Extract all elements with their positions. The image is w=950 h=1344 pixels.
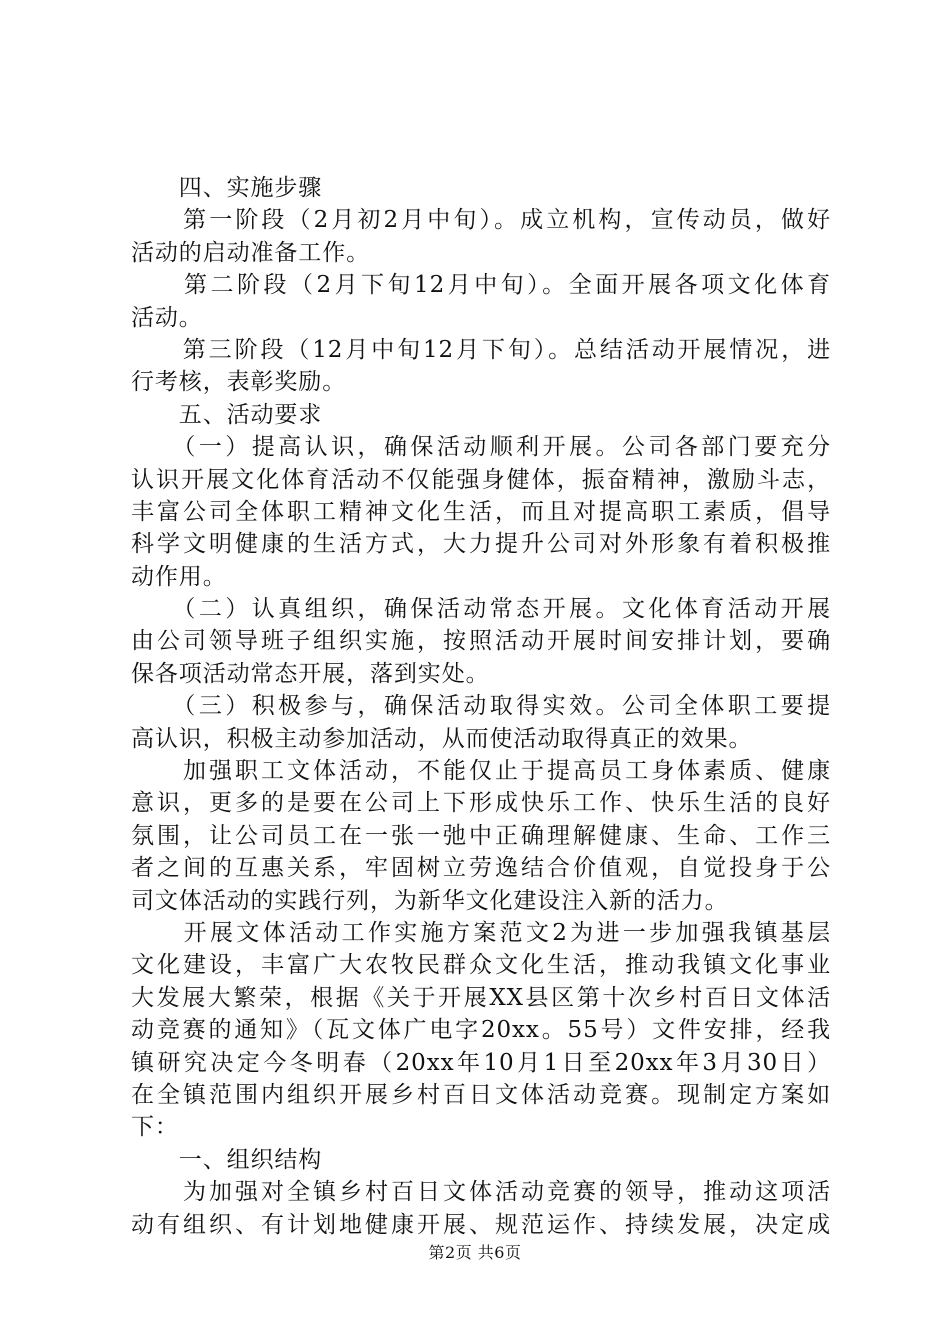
text-line: 第二阶段（2月下旬12月中旬）。全面开展各项文化体育 xyxy=(131,272,831,299)
document-body xyxy=(131,172,831,1241)
text-line: （一）提高认识，确保活动顺利开展。公司各部门要充分 xyxy=(131,434,831,461)
text-line: 活动。 xyxy=(131,304,203,331)
text-line: 由公司领导班子组织实施，按照活动开展时间安排计划，要确 xyxy=(131,628,831,655)
text-line: 第一阶段（2月初2月中旬）。成立机构，宣传动员，做好 xyxy=(131,207,831,234)
text-line: 意识，更多的是要在公司上下形成快乐工作、快乐生活的良好 xyxy=(131,790,831,817)
text-line: 动竞赛的通知》（瓦文体广电字20xx。55号）文件安排，经我 xyxy=(131,1017,831,1044)
text-line: 大发展大繁荣，根据《关于开展XX县区第十次乡村百日文体活 xyxy=(131,984,831,1011)
text-line: 下： xyxy=(131,1114,179,1141)
text-line: （三）积极参与，确保活动取得实效。公司全体职工要提 xyxy=(131,693,831,720)
text-line: 保各项活动常态开展，落到实处。 xyxy=(131,660,490,687)
text-line: 四、实施步骤 xyxy=(131,175,323,201)
text-line: 科学文明健康的生活方式，大力提升公司对外形象有着积极推 xyxy=(131,531,831,558)
text-line: 镇研究决定今冬明春（20xx年10月1日至20xx年3月30日） xyxy=(131,1049,831,1076)
text-line: 活动的启动准备工作。 xyxy=(131,239,370,266)
text-line: 氛围，让公司员工在一张一弛中正确理解健康、生命、工作三 xyxy=(131,822,831,849)
text-line: 动作用。 xyxy=(131,563,227,590)
text-line: 加强职工文体活动，不能仅止于提高员工身体素质、健康 xyxy=(131,758,831,785)
text-line: 文化建设，丰富广大农牧民群众文化生活，推动我镇文化事业 xyxy=(131,952,831,979)
text-line: 行考核，表彰奖励。 xyxy=(131,369,347,396)
text-line: 在全镇范围内组织开展乡村百日文体活动竞赛。现制定方案如 xyxy=(131,1081,831,1108)
page-footer: 第2页 共6页 xyxy=(428,1243,522,1262)
text-line: 丰富公司全体职工精神文化生活，而且对提高职工素质，倡导 xyxy=(131,498,831,525)
text-line: 为加强对全镇乡村百日文体活动竞赛的领导，推动这项活 xyxy=(131,1179,831,1206)
text-line: 一、组织结构 xyxy=(131,1146,323,1173)
text-line: 者之间的互惠关系，牢固树立劳逸结合价值观，自觉投身于公 xyxy=(131,855,831,882)
text-line: （二）认真组织，确保活动常态开展。文化体育活动开展 xyxy=(131,596,831,623)
text-line: 司文体活动的实践行列，为新华文化建设注入新的活力。 xyxy=(131,887,729,914)
text-line: 高认识，积极主动参加活动，从而使活动取得真正的效果。 xyxy=(131,725,753,752)
text-line: 开展文体活动工作实施方案范文2为进一步加强我镇基层 xyxy=(131,919,831,946)
text-line: 认识开展文化体育活动不仅能强身健体，振奋精神，激励斗志， xyxy=(131,466,831,493)
text-line: 第三阶段（12月中旬12月下旬）。总结活动开展情况，进 xyxy=(131,336,831,363)
text-line: 动有组织、有计划地健康开展、规范运作、持续发展，决定成 xyxy=(131,1211,831,1238)
text-line: 五、活动要求 xyxy=(131,401,323,428)
